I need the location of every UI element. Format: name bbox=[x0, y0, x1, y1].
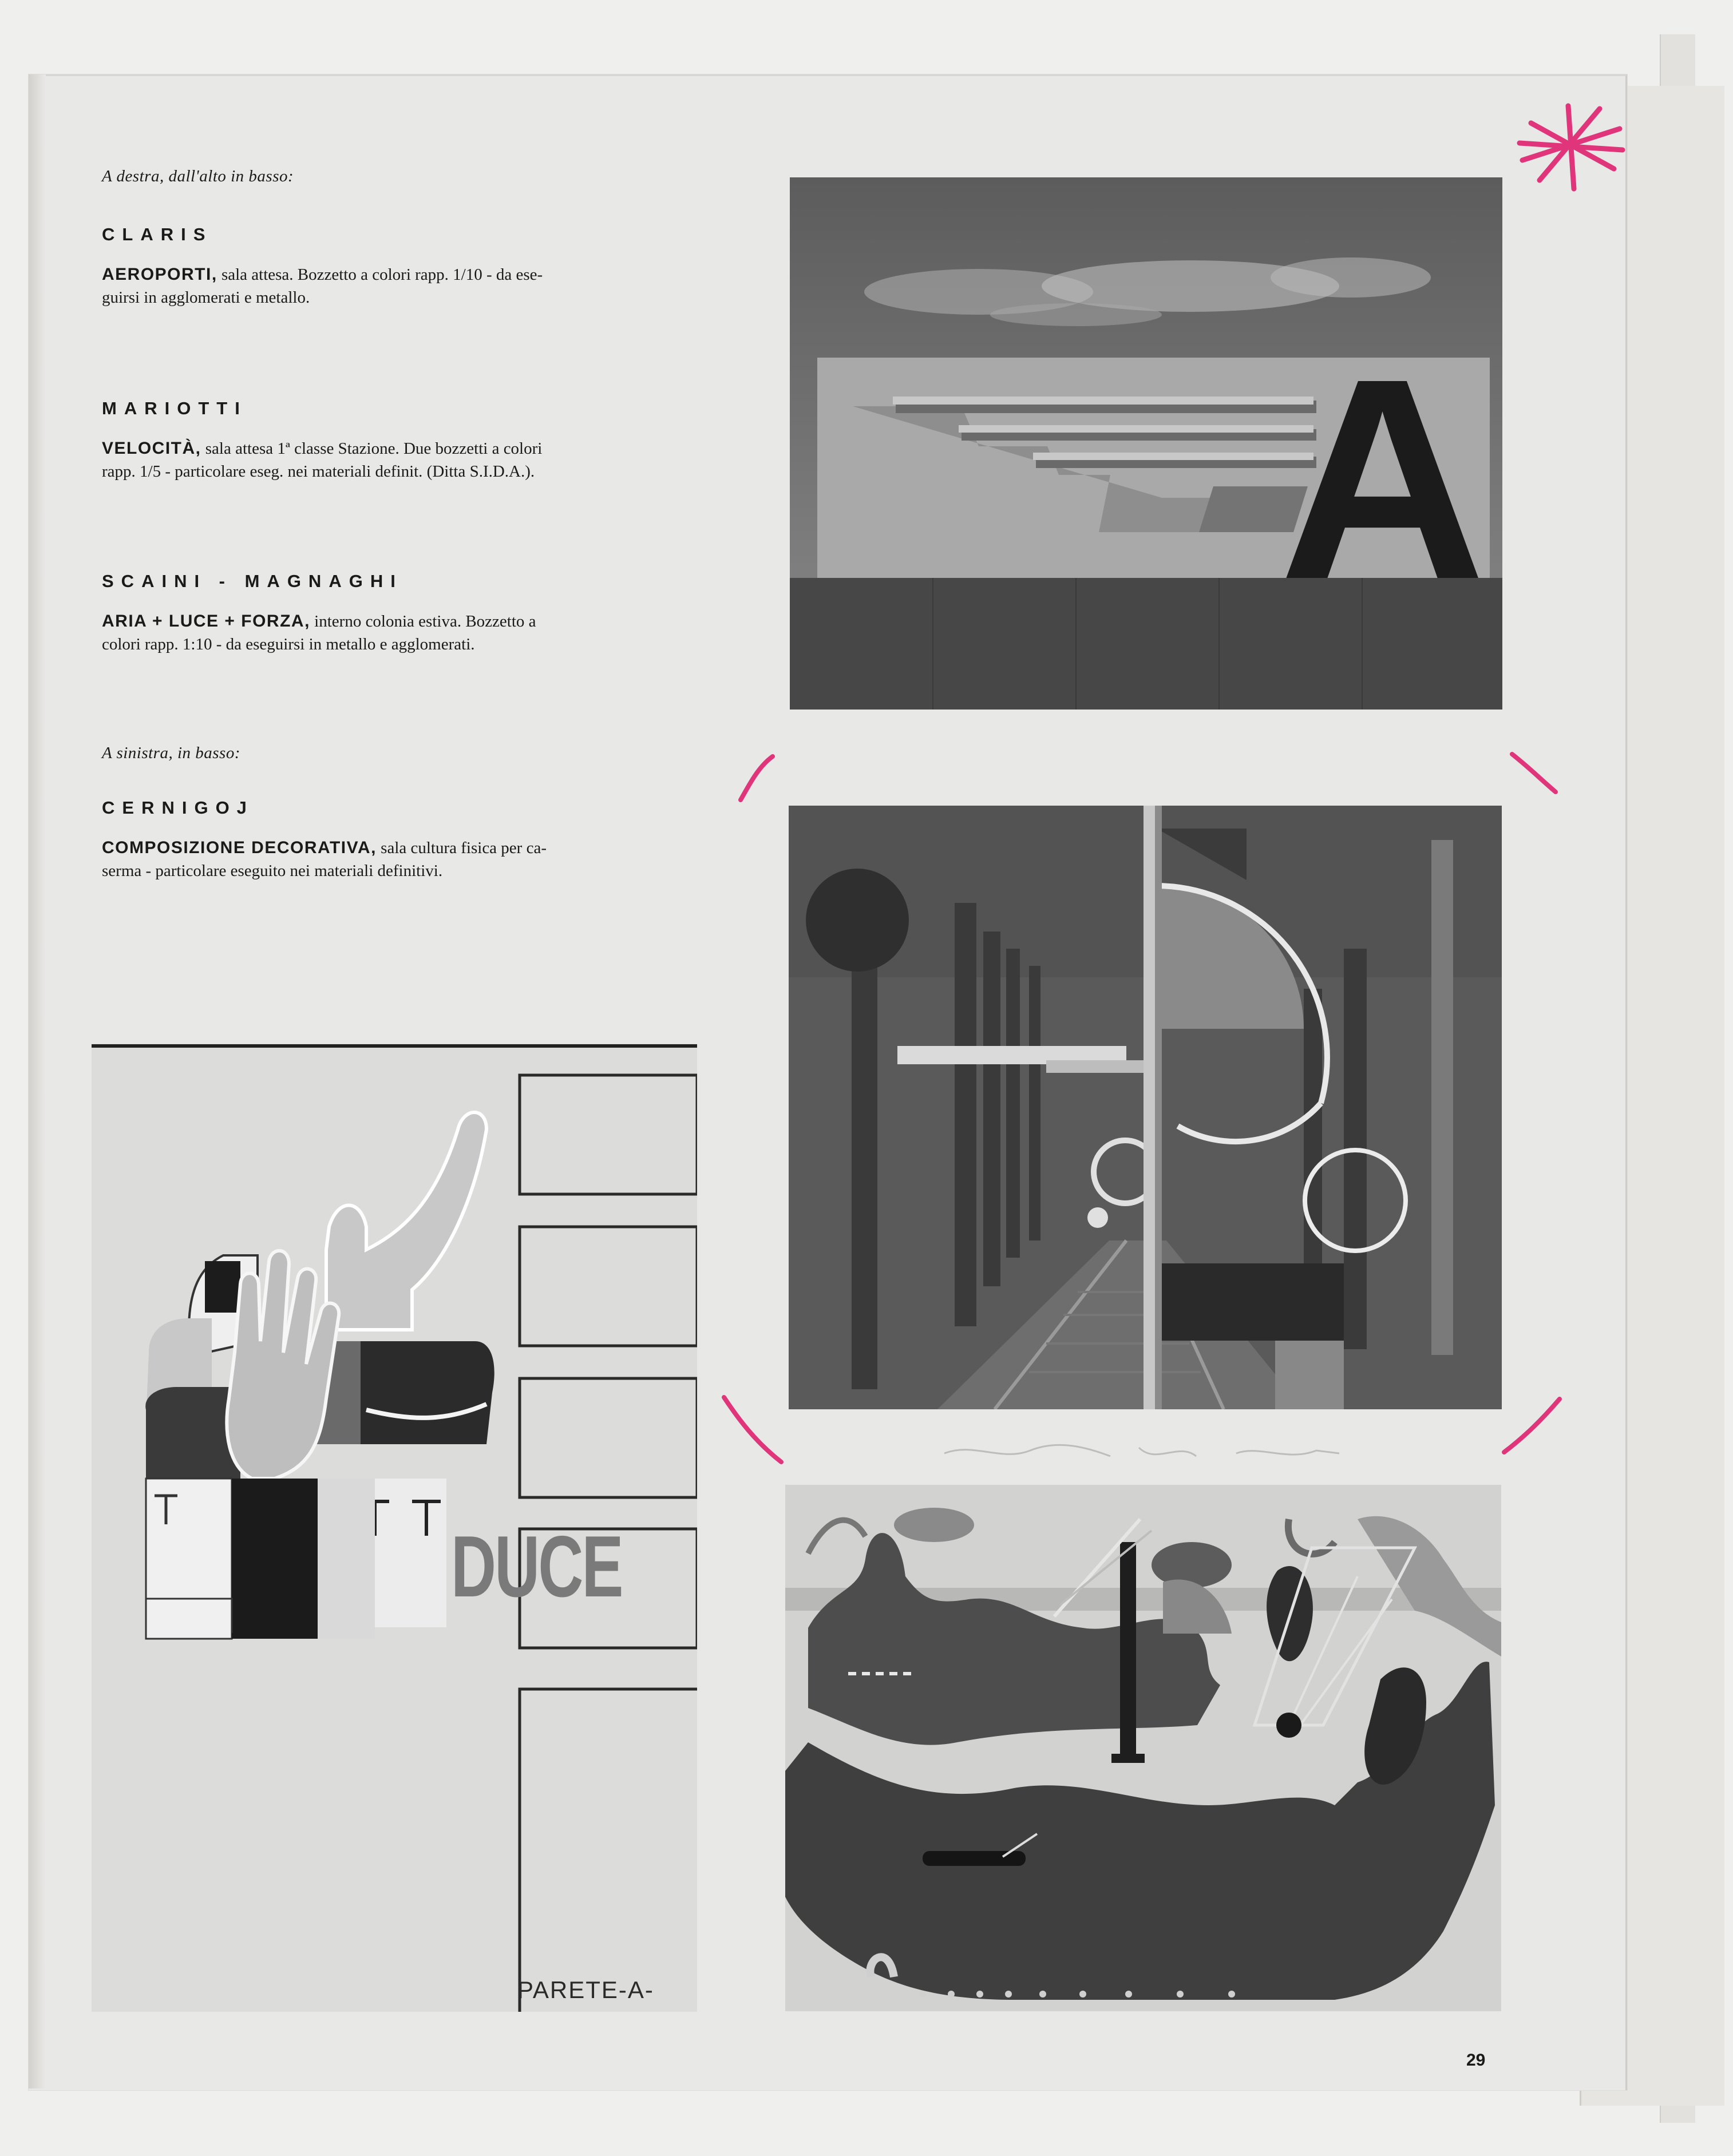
crop-mark-top-left bbox=[733, 750, 790, 807]
artist-mariotti: MARIOTTI bbox=[102, 398, 247, 418]
caption-claris-line2: guirsi in agglomerati e metallo. bbox=[102, 288, 310, 307]
work-title-mariotti: VELOCITÀ, bbox=[102, 439, 201, 458]
caption-scaini-line1: interno colonia estiva. Bozzetto a bbox=[310, 612, 536, 631]
page-number: 29 bbox=[1466, 2051, 1486, 2070]
plate-mariotti-velocita bbox=[789, 806, 1502, 1409]
duce-lettering: DUCE bbox=[451, 1518, 622, 1615]
parete-a-label: PARETE-A- bbox=[517, 1976, 654, 2003]
caption-claris bbox=[102, 263, 714, 309]
intro-left-caption: A sinistra, in basso: bbox=[102, 744, 241, 762]
crop-mark-bottom-left bbox=[715, 1390, 790, 1471]
work-title-claris: AEROPORTI, bbox=[102, 265, 217, 284]
crop-mark-bottom-right bbox=[1494, 1390, 1568, 1459]
plate-cernigoj-composizione-decorativa bbox=[92, 1044, 697, 2012]
artist-claris: CLARIS bbox=[102, 224, 213, 244]
caption-cernigoj-line2: serma - particolare eseguito nei materiali definitivi. bbox=[102, 862, 443, 880]
plate-claris-aeroporti bbox=[790, 177, 1502, 710]
caption-mariotti bbox=[102, 437, 714, 483]
caption-scaini-magnaghi bbox=[102, 610, 714, 656]
caption-claris-line1: sala attesa. Bozzetto a colori rapp. 1/10 - da ese- bbox=[217, 265, 543, 284]
caption-mariotti-line2: rapp. 1/5 - particolare eseg. nei materiali definit. (Ditta S.I.D.A.). bbox=[102, 462, 535, 481]
work-title-cernigoj: COMPOSIZIONE DECORATIVA, bbox=[102, 838, 377, 857]
crop-mark-top-right bbox=[1505, 744, 1562, 801]
artist-scaini-magnaghi: SCAINI - MAGNAGHI bbox=[102, 571, 403, 591]
asterisk-mark bbox=[1505, 97, 1631, 195]
caption-mariotti-line1: sala attesa 1ª classe Stazione. Due bozzetti a colori bbox=[201, 439, 543, 458]
pencil-scribble bbox=[939, 1430, 1351, 1476]
work-title-scaini-magnaghi: ARIA + LUCE + FORZA, bbox=[102, 612, 310, 631]
caption-cernigoj bbox=[102, 837, 714, 882]
intro-right-caption: A destra, dall'alto in basso: bbox=[102, 167, 294, 185]
claris-letter-a: A bbox=[1279, 319, 1486, 639]
caption-scaini-line2: colori rapp. 1:10 - da eseguirsi in metallo e agglomerati. bbox=[102, 635, 475, 653]
caption-cernigoj-line1: sala cultura fisica per ca- bbox=[376, 839, 547, 857]
plate-scaini-magnaghi-aria-luce-forza bbox=[785, 1485, 1501, 2011]
artist-cernigoj: CERNIGOJ bbox=[102, 798, 254, 818]
page-gutter bbox=[29, 74, 46, 2088]
